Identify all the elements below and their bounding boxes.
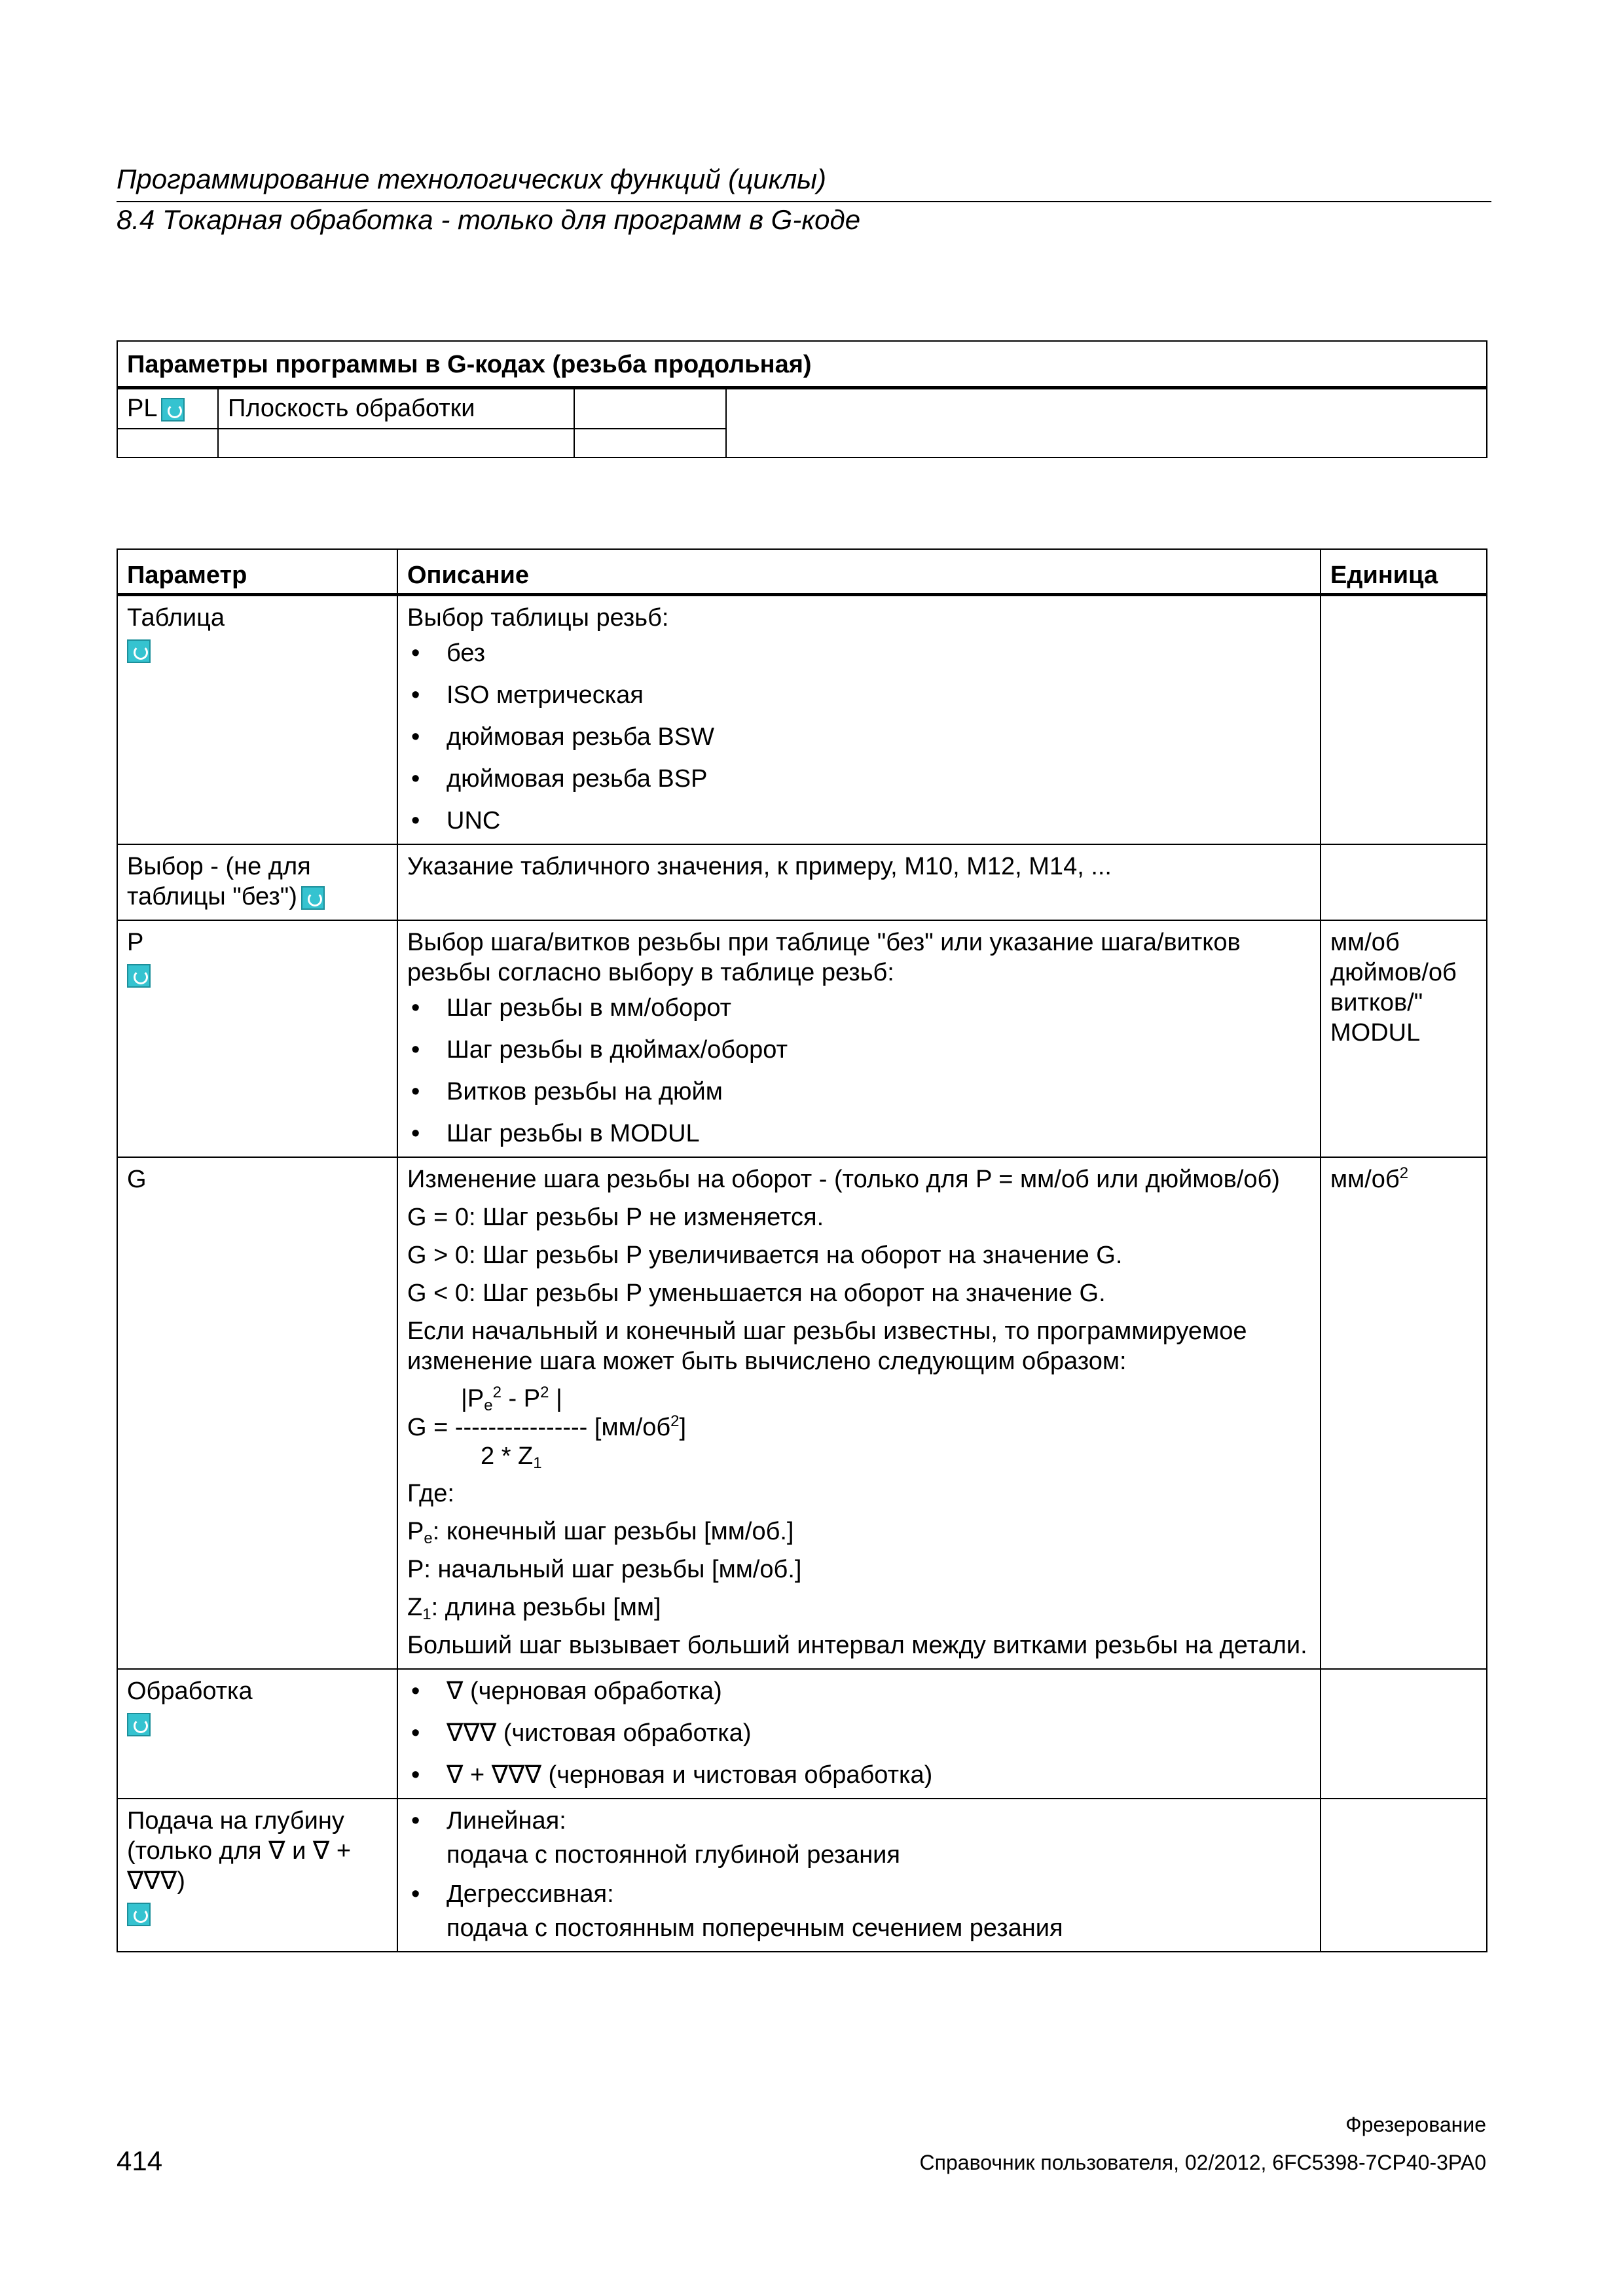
toggle-cycle-icon	[161, 398, 185, 422]
desc-line	[407, 1516, 1311, 1547]
param-name-line: Подача на глубину	[127, 1807, 344, 1835]
symbol-sub: e	[424, 1530, 433, 1547]
option-list	[407, 993, 1311, 1149]
header-desc: Описание	[397, 549, 1321, 595]
header-rule	[117, 201, 1491, 202]
param-name: P	[127, 929, 144, 956]
table1-empty-cell	[574, 429, 726, 457]
desc-line: Где:	[407, 1480, 454, 1507]
program-params-table	[117, 340, 1487, 458]
desc-line	[407, 1592, 1311, 1623]
param-desc: Выбор шага/витков резьбы при таблице "без" или указание шага/витков резьбы согласно выбору в таблице резьб:	[407, 929, 1241, 986]
unit-text: мм/об	[1330, 1166, 1400, 1193]
list-item-note: подача с постоянной глубиной резания	[447, 1841, 900, 1869]
unit-sup: 2	[1399, 1164, 1409, 1182]
list-item: • Линейная:	[407, 1806, 1311, 1836]
footer-manual: Справочник пользователя, 02/2012, 6FC5398-7CP40-3PA0	[919, 2151, 1486, 2174]
param-name: Таблица	[127, 604, 225, 632]
symbol-desc: : длина резьбы [мм]	[431, 1594, 661, 1621]
formula-sup: 2	[540, 1384, 549, 1401]
param-unit	[1321, 595, 1487, 845]
table1-empty-cell	[726, 388, 1487, 458]
list-item: • дюймовая резьба BSP	[407, 764, 1311, 794]
desc-line: Больший шаг вызывает больший интервал между витками резьбы на детали.	[407, 1632, 1307, 1659]
table-row	[117, 1157, 1487, 1669]
formula-sub: 1	[533, 1454, 542, 1472]
header-unit: Единица	[1321, 549, 1487, 595]
option-list	[407, 638, 1311, 836]
pitch-formula	[407, 1384, 1311, 1471]
toggle-cycle-icon	[127, 639, 151, 663]
header-param: Параметр	[117, 549, 397, 595]
list-item: • Шаг резьбы в дюймах/оборот	[407, 1035, 1311, 1065]
option-list	[407, 1806, 1311, 1836]
formula-text: ]	[679, 1414, 687, 1441]
formula-text: |P	[461, 1385, 484, 1412]
list-item: • ∇∇∇ (чистовая обработка)	[407, 1718, 1311, 1748]
desc-line: Если начальный и конечный шаг резьбы известны, то программируемое изменение шага может быть вычислено следующим образом:	[407, 1318, 1247, 1375]
desc-line: G < 0: Шаг резьбы P уменьшается на оборот на значение G.	[407, 1280, 1106, 1307]
param-name-line: (только для ∇ и ∇ +	[127, 1837, 352, 1865]
formula-text: - P	[501, 1385, 541, 1412]
table1-empty-cell	[218, 429, 574, 457]
symbol: Z	[407, 1594, 423, 1621]
symbol: P	[407, 1518, 424, 1545]
table-row	[117, 1799, 1487, 1952]
param-unit	[1321, 1157, 1487, 1669]
unit-line: мм/об	[1330, 929, 1400, 956]
pl-label: PL	[127, 395, 158, 422]
list-item: • ISO метрическая	[407, 680, 1311, 710]
option-list	[407, 1676, 1311, 1790]
table1-empty-cell	[574, 388, 726, 429]
param-desc: Указание табличного значения, к примеру, M10, M12, M14, ...	[397, 844, 1321, 920]
option-list	[407, 1879, 1311, 1909]
param-name-line: таблицы "без")	[127, 883, 297, 910]
unit-line: дюймов/об	[1330, 959, 1457, 986]
list-item: • Витков резьбы на дюйм	[407, 1077, 1311, 1107]
desc-line: G > 0: Шаг резьбы P увеличивается на оборот на значение G.	[407, 1242, 1123, 1269]
table1-desc-cell: Плоскость обработки	[218, 388, 574, 429]
table-row	[117, 920, 1487, 1157]
param-name: Обработка	[127, 1677, 253, 1705]
symbol-sub: 1	[422, 1605, 431, 1623]
desc-line: G = 0: Шаг резьбы P не изменяется.	[407, 1204, 824, 1231]
param-unit	[1321, 844, 1487, 920]
table1-title: Параметры программы в G-кодах (резьба продольная)	[117, 341, 1487, 388]
desc-line: Изменение шага резьбы на оборот - (только для P = мм/об или дюймов/об)	[407, 1166, 1280, 1193]
toggle-cycle-icon	[127, 1713, 151, 1736]
table-row	[117, 1669, 1487, 1799]
table-row	[117, 595, 1487, 845]
unit-line: MODUL	[1330, 1019, 1421, 1047]
desc-line: P: начальный шаг резьбы [мм/об.]	[407, 1556, 802, 1583]
list-item: • ∇ (черновая обработка)	[407, 1676, 1311, 1706]
param-name-line: ∇∇∇)	[127, 1867, 185, 1895]
unit-line: витков/"	[1330, 989, 1423, 1016]
parameter-description-table	[117, 548, 1487, 1952]
param-name-line: Выбор - (не для	[127, 853, 311, 880]
list-item: • ∇ + ∇∇∇ (черновая и чистовая обработка)	[407, 1760, 1311, 1790]
formula-text: |	[549, 1385, 562, 1412]
formula-sup: 2	[670, 1412, 680, 1430]
param-name: G	[117, 1157, 397, 1669]
list-item: • без	[407, 638, 1311, 668]
chapter-title: Программирование технологических функций (циклы)	[117, 164, 827, 194]
toggle-cycle-icon	[127, 964, 151, 988]
list-item: • Шаг резьбы в MODUL	[407, 1119, 1311, 1149]
formula-text: 2 * Z	[481, 1443, 534, 1470]
table1-param-cell	[117, 388, 218, 429]
param-desc: Выбор таблицы резьб:	[407, 604, 669, 632]
list-item: • дюймовая резьба BSW	[407, 722, 1311, 752]
formula-text: G = ---------------- [мм/об	[407, 1414, 671, 1441]
toggle-cycle-icon	[301, 886, 325, 910]
table1-empty-cell	[117, 429, 218, 457]
formula-sub: e	[484, 1397, 493, 1414]
page-number: 414	[117, 2145, 163, 2176]
list-item-note: подача с постоянным поперечным сечением резания	[447, 1914, 1063, 1942]
param-unit	[1321, 1669, 1487, 1799]
footer-section: Фрезерование	[1345, 2113, 1486, 2136]
list-item: • UNC	[407, 806, 1311, 836]
formula-sup: 2	[492, 1384, 501, 1401]
section-title: 8.4 Токарная обработка - только для программ в G-коде	[117, 204, 861, 235]
symbol-desc: : конечный шаг резьбы [мм/об.]	[432, 1518, 794, 1545]
param-unit	[1321, 1799, 1487, 1952]
table-row	[117, 844, 1487, 920]
list-item: • Дегрессивная:	[407, 1879, 1311, 1909]
toggle-cycle-icon	[127, 1903, 151, 1926]
list-item: • Шаг резьбы в мм/оборот	[407, 993, 1311, 1023]
